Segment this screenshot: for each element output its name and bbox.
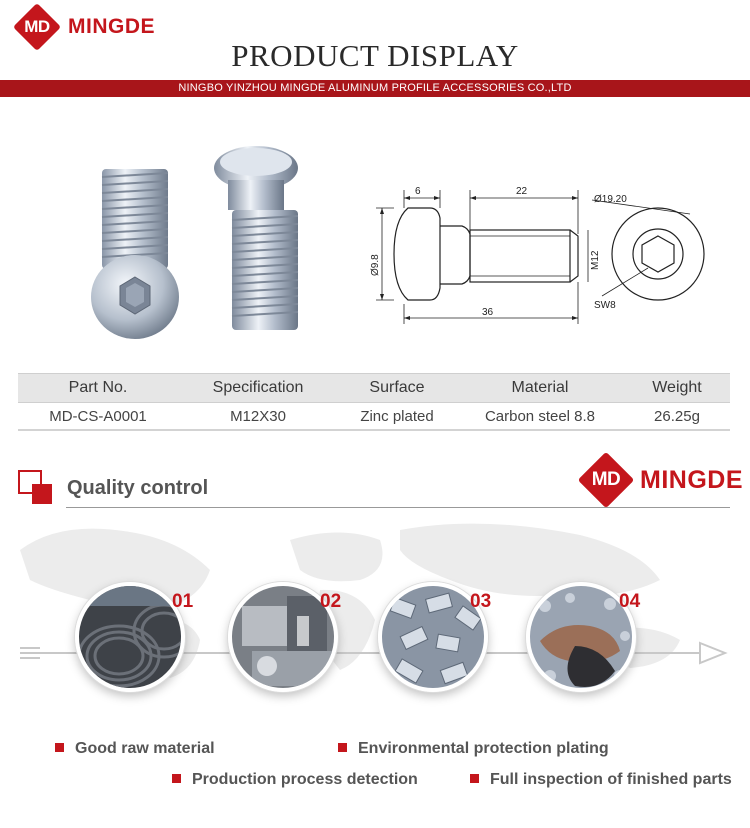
header-specification: Specification [212, 379, 304, 396]
section-divider [66, 507, 730, 508]
screw-photo-head-up [208, 140, 318, 340]
qc-item-inspection: Full inspection of finished parts [470, 771, 732, 789]
screw-photo-head-down [80, 135, 190, 345]
logo-badge-text: MD [591, 469, 621, 490]
dim-head-length: 6 [415, 186, 421, 197]
step-photo-raw-material [75, 582, 185, 692]
brand-logo-large [578, 458, 743, 502]
qc-item-raw-material: Good raw material [55, 740, 215, 758]
dim-thread-length: 22 [516, 186, 528, 197]
bullet-square-icon [470, 774, 479, 783]
dim-socket: SW8 [594, 300, 616, 311]
bolt-end-view [612, 208, 704, 300]
step-number: 03 [470, 591, 492, 612]
cell-weight: 26.25g [654, 407, 700, 425]
qc-item-process-detection: Production process detection [172, 771, 418, 789]
bullet-square-icon [55, 743, 64, 752]
bullet-square-icon [172, 774, 181, 783]
dim-head-diameter: Ø9.8 [370, 254, 381, 276]
qc-item-plating: Environmental protection plating [338, 740, 609, 758]
header-surface: Surface [369, 379, 425, 396]
spec-table [18, 373, 730, 431]
dim-outer-diameter: Ø19.20 [594, 194, 627, 205]
brand-name: MINGDE [640, 465, 743, 494]
cell-material: Carbon steel 8.8 [484, 407, 596, 425]
hex-socket [642, 236, 674, 272]
bolt-head-outline [394, 208, 440, 300]
spec-table-header [18, 373, 730, 403]
dim-total-length: 36 [482, 307, 494, 318]
section-square-icon [18, 470, 54, 506]
cell-surface: Zinc plated [360, 407, 434, 425]
step-number: 04 [619, 591, 641, 612]
quality-control-section [0, 450, 750, 828]
md-badge [578, 458, 634, 502]
step-number: 01 [172, 591, 194, 612]
header-weight: Weight [652, 379, 702, 396]
brand-name: MINGDE [68, 15, 155, 38]
section-title: Quality control [67, 477, 209, 499]
technical-drawing [352, 178, 712, 328]
cell-specification: M12X30 [230, 407, 286, 425]
arrow-head-icon [700, 643, 725, 663]
bolt-thread-outline [470, 230, 570, 282]
logo-badge-text: MD [24, 17, 50, 36]
cell-part-no: MD-CS-A0001 [49, 407, 147, 425]
company-banner: NINGBO YINZHOU MINGDE ALUMINUM PROFILE ACCESSORIES CO.,LTD [0, 80, 750, 97]
step-number: 02 [320, 591, 342, 612]
page-title: PRODUCT DISPLAY [231, 38, 519, 73]
bolt-neck-outline [440, 226, 470, 284]
spec-table-row [18, 403, 730, 431]
dim-thread: M12 [590, 250, 601, 270]
header-part-no: Part No. [68, 379, 128, 396]
header-material: Material [511, 379, 569, 396]
bullet-square-icon [338, 743, 347, 752]
